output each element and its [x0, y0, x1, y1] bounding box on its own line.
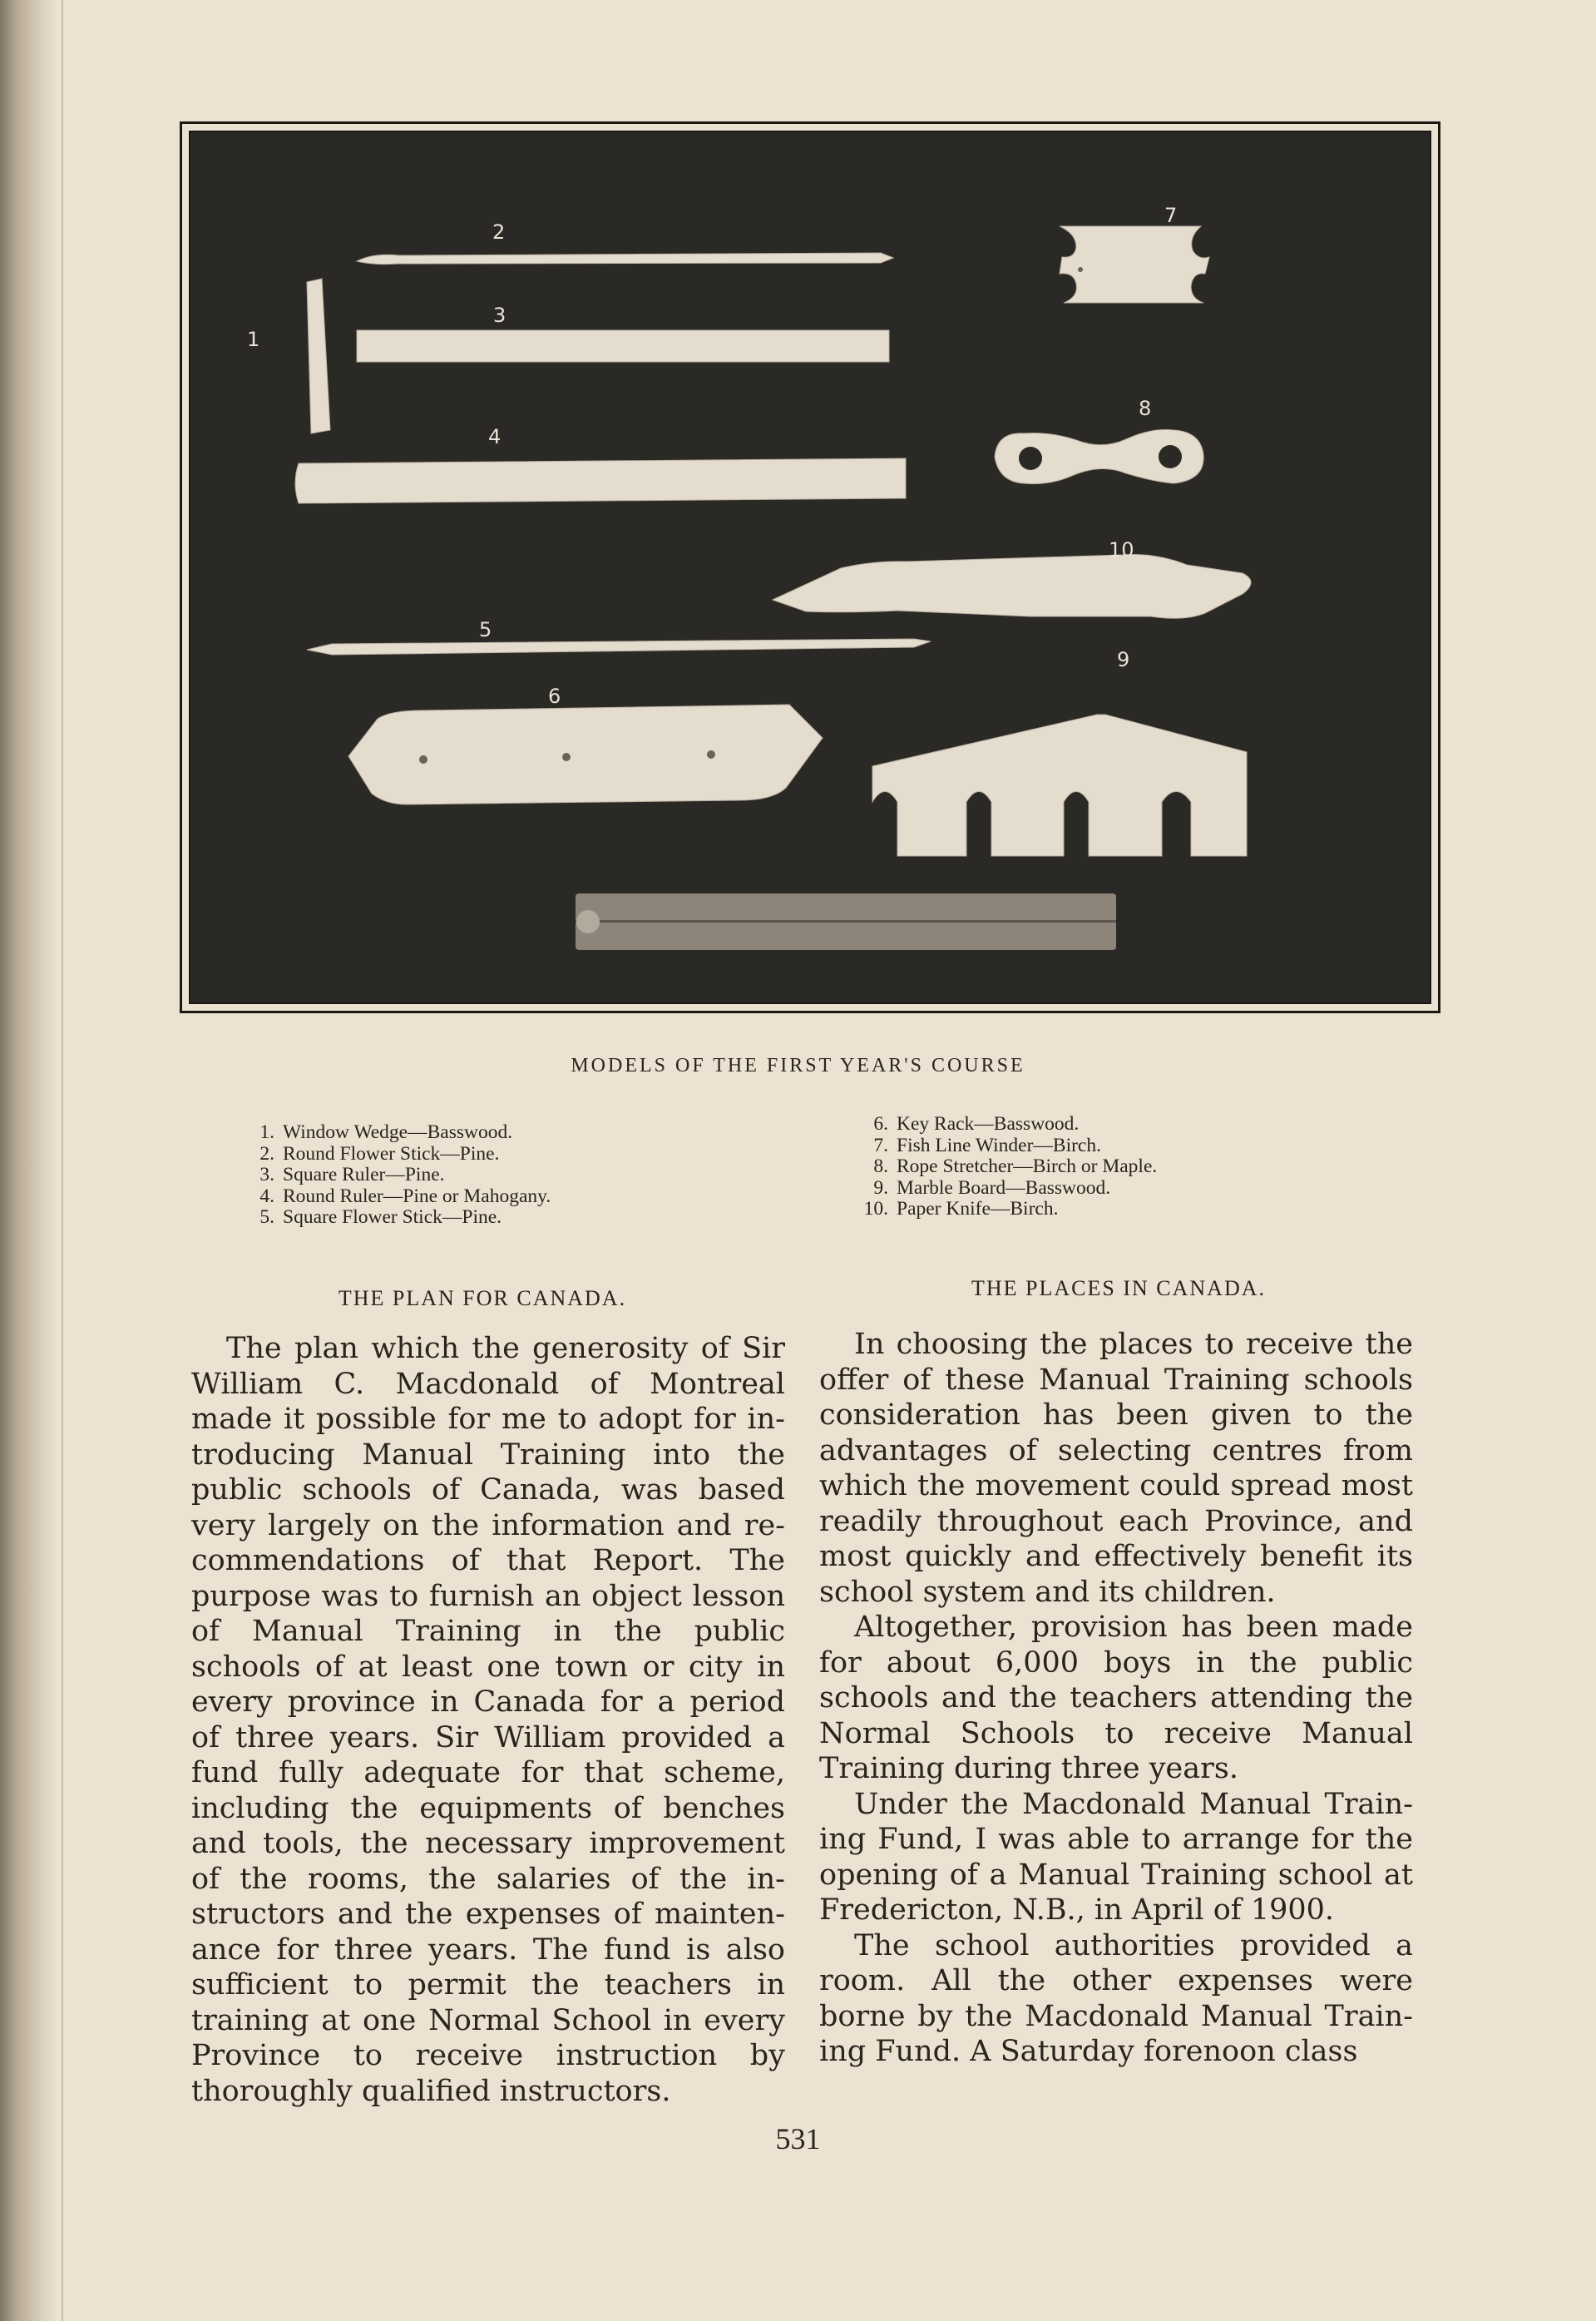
model-number-label: 1 — [247, 328, 260, 351]
legend-text: Window Wedge—Basswood. — [283, 1121, 513, 1143]
legend-number: 8. — [873, 1156, 888, 1177]
paragraph: The plan which the generosity of Sir William C. Macdonald of Montreal made it possible for me to adopt for introducing Manual Training into the public schools of Canada, was based very largely on the information and recommendations of that Report. The purpose was to furnish an object lesson of Manual Training in the public schools of at least one town or city in every province in Canada for a period of three years. Sir William provided a fund fully adequate for that scheme, including the equipments of benches and tools, the necessary improvement of the rooms, the salaries of the instructors and the expenses of maintenance for three years. The fund is also sufficient to permit the teachers in training at one Normal School in every Province to receive instruction by thoroughly qualified instructors. — [191, 1332, 785, 2108]
square-ruler-model — [357, 330, 889, 362]
key-rack-peg — [707, 750, 715, 759]
legend-item — [855, 1178, 1157, 1200]
legend-item — [855, 1136, 1157, 1157]
folding-rule-joint — [576, 910, 600, 933]
models-photograph — [190, 132, 1430, 1002]
model-number-label: 9 — [1117, 648, 1130, 671]
legend-item — [241, 1122, 551, 1144]
legend-item — [855, 1114, 1157, 1136]
legend-number: 10. — [863, 1198, 888, 1220]
legend-item — [241, 1165, 551, 1186]
legend-text: Round Flower Stick—Pine. — [283, 1142, 500, 1165]
fish-line-winder-mark — [1078, 267, 1083, 272]
legend-number: 4. — [259, 1185, 274, 1207]
page-number: 531 — [775, 2122, 821, 2155]
paragraph: The school authorities provided a room. All the other expenses were borne by the Macdonald Manual Training Fund. A Saturday forenoon class — [819, 1928, 1413, 2068]
model-number-label: 3 — [493, 304, 506, 327]
legend-left-column — [241, 1122, 551, 1229]
legend-text: Marble Board—Basswood. — [897, 1176, 1111, 1199]
legend-right-column — [855, 1114, 1157, 1220]
legend-number: 9. — [873, 1176, 888, 1199]
photo-frame — [189, 131, 1431, 1004]
page-edge-line — [62, 0, 63, 2321]
model-number-label: 5 — [479, 618, 492, 641]
legend-item — [855, 1199, 1157, 1220]
legend-text: Fish Line Winder—Birch. — [897, 1134, 1101, 1156]
section-heading-places: THE PLACES IN CANADA. — [971, 1276, 1266, 1300]
legend-number: 3. — [259, 1164, 274, 1185]
legend-item — [241, 1186, 551, 1208]
section-heading-plan: THE PLAN FOR CANADA. — [338, 1286, 627, 1310]
legend-number: 7. — [873, 1134, 888, 1156]
legend-item — [241, 1144, 551, 1165]
legend-number: 6. — [873, 1113, 888, 1135]
key-rack-peg — [419, 755, 427, 764]
rope-stretcher-hole-right — [1159, 445, 1182, 468]
legend-text: Round Ruler—Pine or Mahogany. — [283, 1185, 551, 1207]
folding-rule-hinge — [576, 920, 1116, 923]
round-ruler-model — [295, 458, 906, 503]
body-column-left — [191, 1331, 785, 2109]
model-number-label: 10 — [1109, 538, 1134, 562]
body-column-right — [819, 1327, 1413, 2070]
key-rack-peg — [562, 753, 571, 761]
legend-number: 2. — [259, 1142, 274, 1165]
legend-text: Rope Stretcher—Birch or Maple. — [897, 1156, 1158, 1177]
paragraph: Under the Macdonald Manual Training Fund, I was able to arrange for the opening of a Manual Training school at Fredericton, N.B., in April of 1900. — [819, 1787, 1413, 1927]
model-number-label: 2 — [492, 220, 506, 244]
legend-text: Square Ruler—Pine. — [283, 1164, 445, 1185]
legend-item — [241, 1207, 551, 1229]
legend-number: 1. — [259, 1121, 274, 1143]
figure-caption: MODELS OF THE FIRST YEAR'S COURSE — [571, 1055, 1025, 1076]
photo-plate — [180, 121, 1440, 1013]
rope-stretcher-hole-left — [1019, 447, 1042, 470]
model-number-label: 6 — [548, 685, 561, 708]
book-gutter-shadow — [0, 0, 58, 2321]
legend-text: Square Flower Stick—Pine. — [283, 1206, 502, 1228]
model-number-label: 7 — [1164, 204, 1178, 227]
paragraph: In choosing the places to receive the offer of these Manual Training schools consideration has been given to the advantages of selecting centres from which the movement could spread most readily throughout each Province, and most quickly and effectively benefit its school system and its children. — [819, 1328, 1413, 1609]
fish-line-winder-model — [1060, 226, 1209, 303]
legend-number: 5. — [259, 1206, 274, 1228]
legend-text: Key Rack—Basswood. — [897, 1113, 1080, 1135]
model-number-label: 4 — [488, 425, 502, 448]
legend-text: Paper Knife—Birch. — [897, 1198, 1059, 1220]
legend-item — [855, 1156, 1157, 1178]
paragraph: Altogether, provision has been made for about 6,000 boys in the public schools and the teachers attending the Normal Schools to receive Manual Training during three years. — [819, 1611, 1413, 1785]
key-rack-model — [348, 705, 823, 804]
model-number-label: 8 — [1139, 397, 1152, 420]
